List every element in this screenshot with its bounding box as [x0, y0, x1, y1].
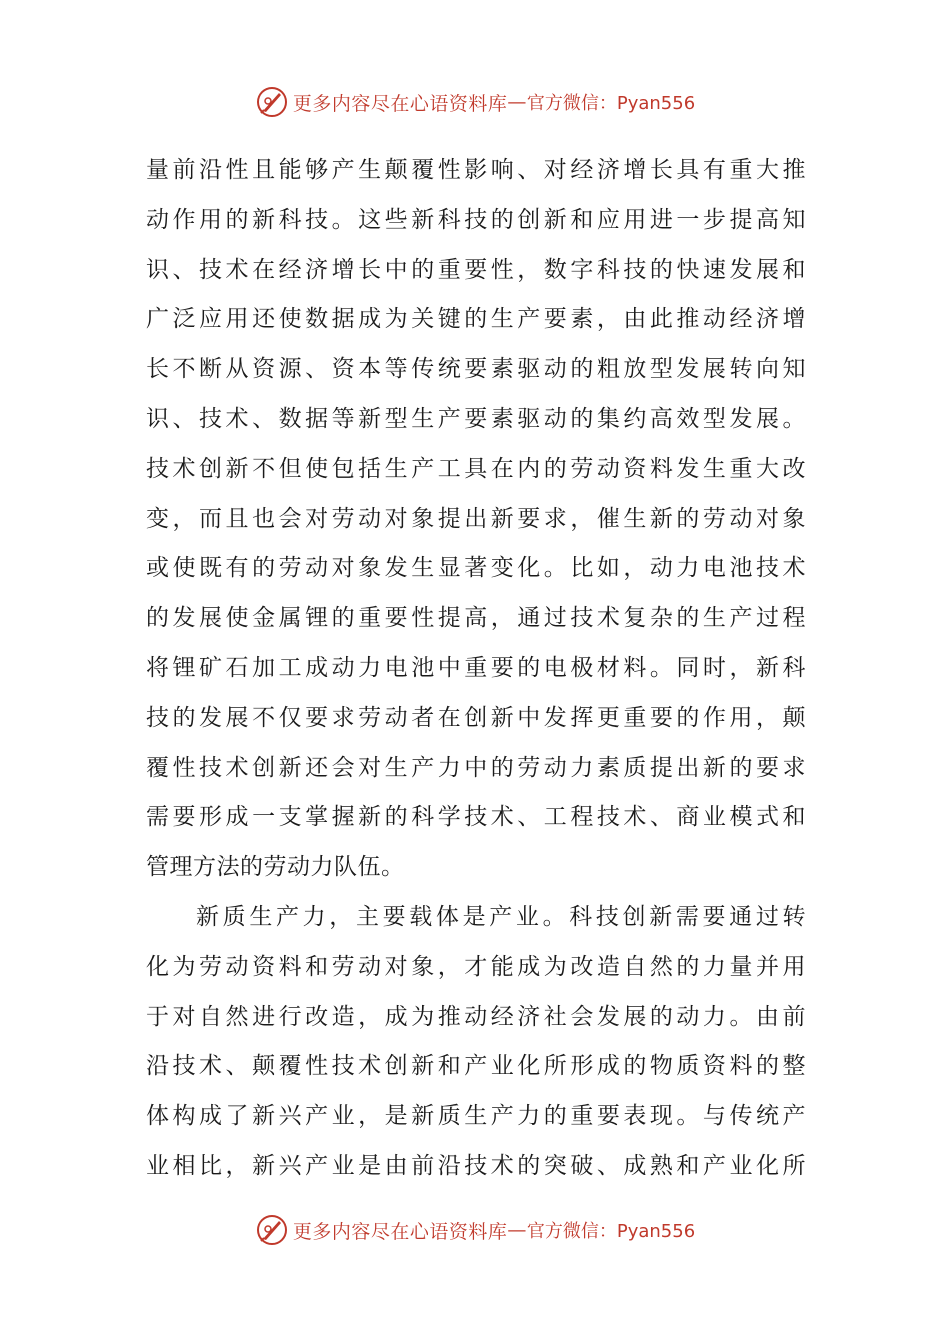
text-line: 的发展使金属锂的重要性提高，通过技术复杂的生产过程 [146, 605, 806, 632]
text-line: 新质生产力，主要载体是产业。科技创新需要通过转 [196, 903, 806, 930]
text-line: 技的发展不仅要求劳动者在创新中发挥更重要的作用，颠 [146, 704, 806, 731]
document-body [146, 146, 806, 1192]
header-banner [0, 82, 950, 122]
banner-dash: — [507, 91, 527, 113]
text-line: 动作用的新科技。这些新科技的创新和应用进一步提高知 [146, 206, 806, 233]
text-line: 长不断从资源、资本等传统要素驱动的粗放型发展转向知 [146, 356, 806, 383]
text-line: 识、技术在经济增长中的重要性，数字科技的快速发展和 [146, 256, 806, 283]
text-line: 需要形成一支掌握新的科学技术、工程技术、商业模式和 [146, 804, 806, 831]
text-line: 识、技术、数据等新型生产要素驱动的集约高效型发展。 [146, 405, 806, 432]
text-line: 管理方法的劳动力队伍。 [146, 854, 405, 881]
text-line: 将锂矿石加工成动力电池中重要的电极材料。同时，新科 [146, 654, 806, 681]
banner-brand-text: 更多内容尽在心语资料库 [292, 1220, 508, 1243]
text-line: 量前沿性且能够产生颠覆性影响、对经济增长具有重大推 [146, 157, 806, 183]
text-line: 业相比，新兴产业是由前沿技术的突破、成熟和产业化所 [146, 1152, 806, 1179]
text-line: 技术创新不但使包括生产工具在内的劳动资料发生重大改 [146, 455, 806, 482]
banner-contact-text: 官方微信：Pyan556 [526, 1221, 696, 1242]
quill-pen-logo-icon [255, 85, 289, 119]
banner-contact-text: 官方微信：Pyan556 [526, 93, 696, 114]
text-line: 或使既有的劳动对象发生显著变化。比如，动力电池技术 [146, 555, 806, 582]
text-line: 变，而且也会对劳动对象提出新要求，催生新的劳动对象 [146, 505, 806, 532]
text-line: 体构成了新兴产业，是新质生产力的重要表现。与传统产 [146, 1103, 806, 1130]
quill-pen-logo-icon [255, 1213, 289, 1247]
text-line: 于对自然进行改造，成为推动经济社会发展的动力。由前 [146, 1003, 806, 1030]
text-line: 广泛应用还使数据成为关键的生产要素，由此推动经济增 [146, 306, 806, 333]
footer-banner [0, 1210, 950, 1250]
text-line: 化为劳动资料和劳动对象，才能成为改造自然的力量并用 [146, 953, 806, 980]
banner-dash: — [507, 1219, 527, 1241]
banner-brand-text: 更多内容尽在心语资料库 [292, 92, 508, 115]
text-line: 覆性技术创新还会对生产力中的劳动力素质提出新的要求 [146, 754, 806, 781]
text-line: 沿技术、颠覆性技术创新和产业化所形成的物质资料的整 [146, 1053, 806, 1080]
